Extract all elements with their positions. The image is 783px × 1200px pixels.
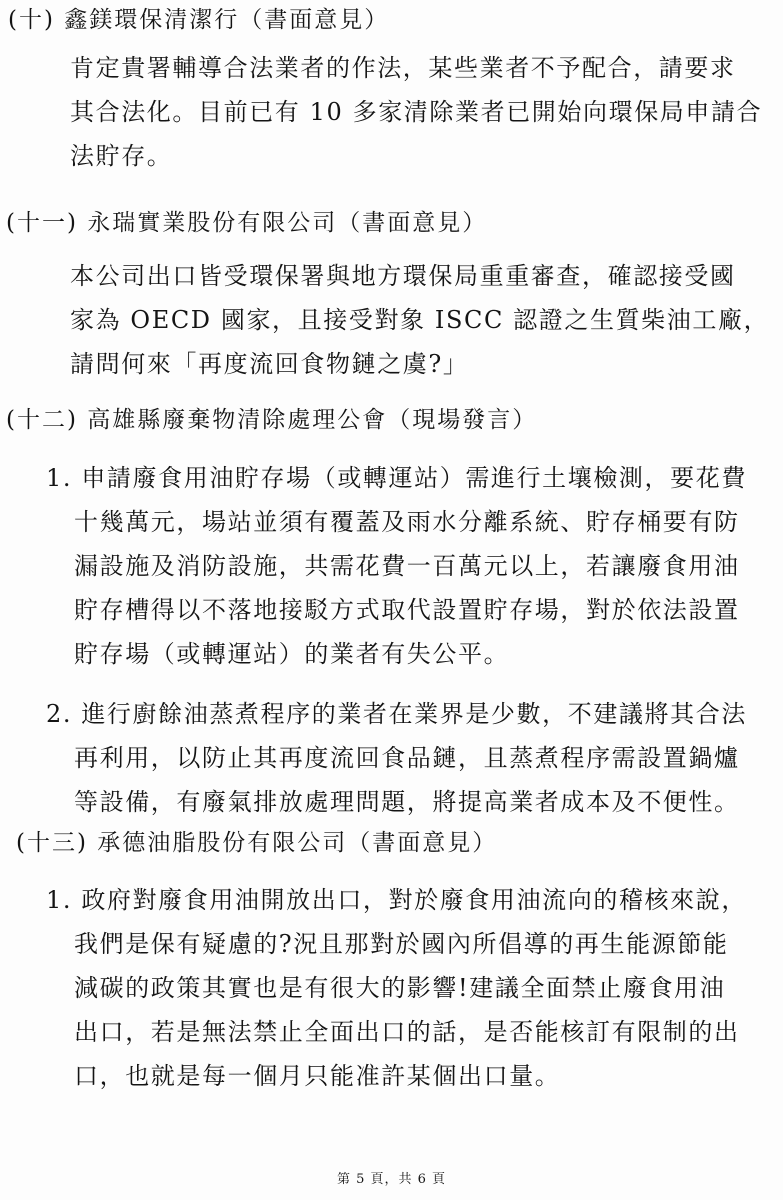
text-line: 貯存槽得以不落地接駁方式取代設置貯存場，對於依法設置 (74, 596, 740, 624)
section-12-item-2 (46, 692, 747, 824)
text-line: 肯定貴署輔導合法業者的作法，某些業者不予配合，請要求 (70, 54, 736, 82)
section-heading-12: (十二) 高雄縣廢棄物清除處理公會（現場發言） (6, 407, 538, 433)
text-line: 法貯存。 (70, 142, 173, 170)
text-line: 漏設施及消防設施，共需花費一百萬元以上，若讓廢食用油 (74, 552, 740, 580)
text-line: 出口，若是無法禁止全面出口的話，是否能核訂有限制的出 (74, 1018, 740, 1046)
section-heading-13: (十三) 承德油脂股份有限公司（書面意見） (16, 830, 498, 856)
page-footer: 第 5 頁，共 6 頁 (336, 1172, 447, 1187)
text-line: 1. 申請廢食用油貯存場（或轉運站）需進行土壤檢測，要花費 (46, 464, 747, 492)
section-10-body (70, 46, 762, 178)
text-line: 1. 政府對廢食用油開放出口，對於廢食用油流向的稽核來說， (46, 886, 747, 914)
section-heading-11: (十一) 永瑞實業股份有限公司（書面意見） (6, 210, 488, 236)
section-12-item-1 (46, 456, 747, 676)
text-line: 本公司出口皆受環保署與地方環保局重重審查，確認接受國 (70, 262, 736, 290)
section-13-item-1 (46, 878, 747, 1098)
text-line: 再利用，以防止其再度流回食品鏈，且蒸煮程序需設置鍋爐 (74, 744, 740, 772)
text-line: 減碳的政策其實也是有很大的影響!建議全面禁止廢食用油 (74, 974, 726, 1002)
text-line: 貯存場（或轉運站）的業者有失公平。 (74, 640, 510, 668)
text-line: 我們是保有疑慮的?況且那對於國內所倡導的再生能源節能 (74, 930, 729, 958)
text-line: 等設備，有廢氣排放處理問題，將提高業者成本及不便性。 (74, 788, 740, 816)
section-11-body (70, 254, 769, 386)
text-line: 十幾萬元，場站並須有覆蓋及雨水分離系統、貯存桶要有防 (74, 508, 740, 536)
text-line: 其合法化。目前已有 10 多家清除業者已開始向環保局申請合 (70, 98, 763, 126)
section-heading-10: (十) 鑫鎂環保清潔行（書面意見） (8, 7, 390, 33)
text-line: 家為 OECD 國家，且接受對象 ISCC 認證之生質柴油工廠， (70, 306, 770, 334)
text-line: 口，也就是每一個月只能准許某個出口量。 (74, 1062, 561, 1090)
text-line: 2. 進行廚餘油蒸煮程序的業者在業界是少數，不建議將其合法 (46, 700, 747, 728)
text-line: 請問何來「再度流回食物鏈之虞?」 (70, 350, 469, 378)
